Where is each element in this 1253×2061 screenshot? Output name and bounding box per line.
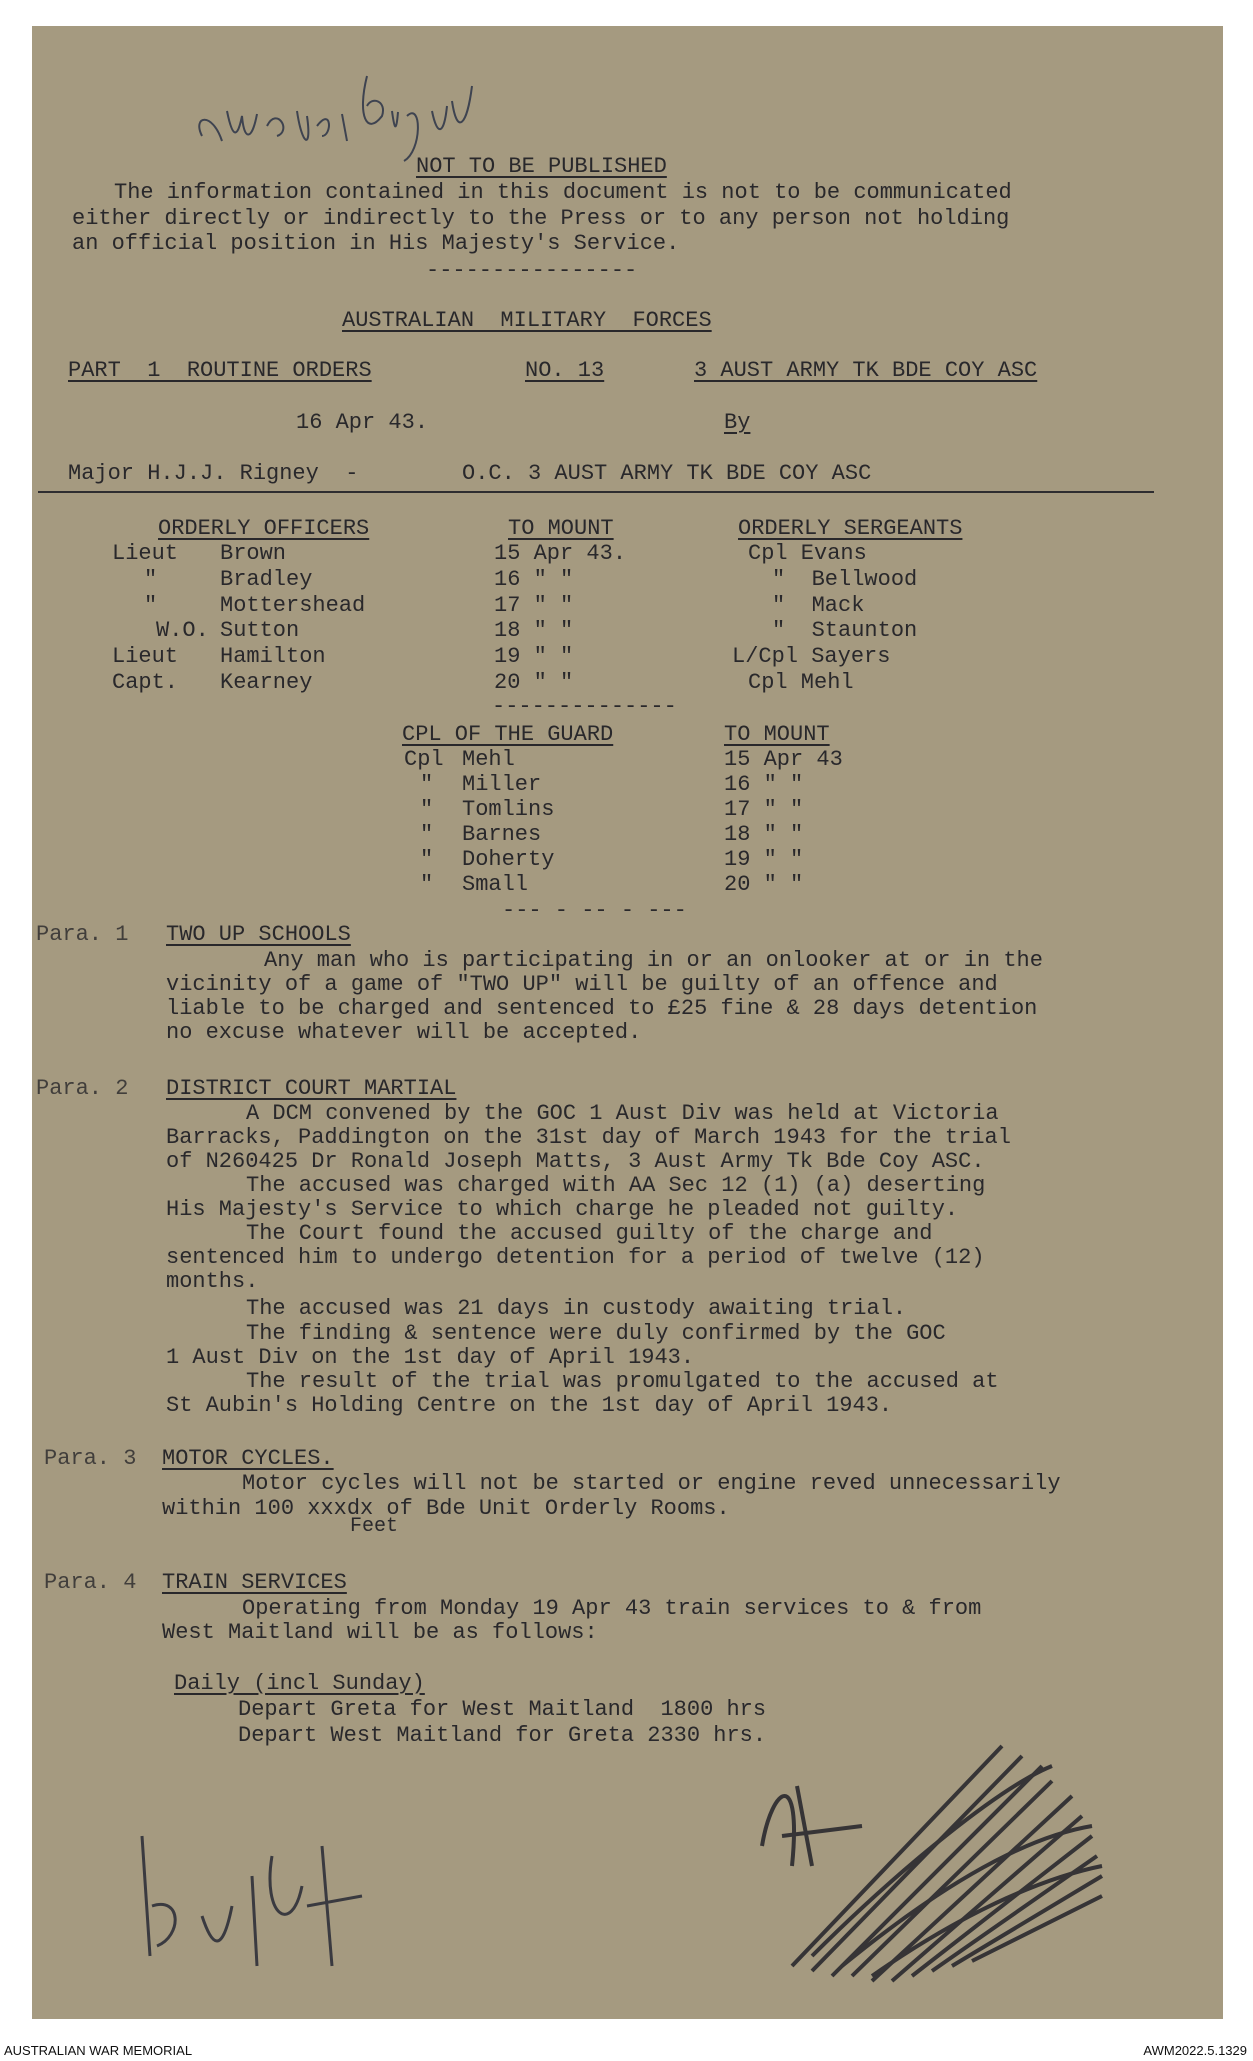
sergeant-name: Cpl Mehl [748, 670, 854, 695]
officer-mount: 20 " " [494, 670, 574, 695]
pencil-scribble-signature [752, 1726, 1132, 1996]
guard-rank: " [420, 822, 434, 847]
document-title: NOT TO BE PUBLISHED [416, 154, 667, 179]
officer-mount: 19 " " [494, 644, 574, 669]
footer-accession-number: AWM2022.5.1329 [1143, 2043, 1247, 2058]
notice-line-3: an official position in His Majesty's Service. [72, 231, 680, 256]
sergeant-name: " Bellwood [772, 567, 918, 592]
header-rule [38, 491, 1154, 493]
officer-mount: 16 " " [494, 567, 574, 592]
para-line: His Majesty's Service to which charge he pleaded not guilty. [166, 1197, 959, 1222]
notice-line-1: The information contained in this document is not to be communicated [114, 180, 1012, 205]
para-line: Barracks, Paddington on the 31st day of March 1943 for the trial [166, 1125, 1011, 1150]
para-line: The accused was 21 days in custody awaiting trial. [246, 1296, 907, 1321]
separator-dashes: --- - -- - --- [502, 898, 687, 923]
para-line: no excuse whatever will be accepted. [166, 1020, 642, 1045]
para-line: of N260425 Dr Ronald Joseph Matts, 3 Aust Army Tk Bde Coy ASC. [166, 1149, 985, 1174]
para-line: liable to be charged and sentenced to £25 fine & 28 days detention [166, 996, 1038, 1021]
cpl-guard-heading: CPL OF THE GUARD [402, 722, 614, 747]
sergeant-name: " Mack [772, 593, 865, 618]
schedule-subheading: Daily (incl Sunday) [174, 1671, 425, 1696]
handwritten-note-major-rigney [182, 56, 482, 166]
officer-name: Mottershead [220, 593, 366, 618]
guard-mount: 17 " " [724, 797, 804, 822]
para-line: Motor cycles will not be started or engine reved unnecessarily [242, 1471, 1061, 1496]
para-heading: TWO UP SCHOOLS [166, 922, 351, 947]
guard-rank: Cpl [404, 747, 444, 772]
guard-name: Doherty [462, 847, 555, 872]
orderly-sergeants-heading: ORDERLY SERGEANTS [738, 516, 963, 541]
para-label: Para. 2 [36, 1076, 129, 1101]
para-line: within 100 xxxdx of Bde Unit Orderly Rooms. [162, 1496, 730, 1521]
officer-rank: Lieut [112, 541, 179, 566]
guard-mount-heading: TO MOUNT [724, 722, 830, 747]
officer-name: Hamilton [220, 644, 326, 669]
officer-mount: 18 " " [494, 618, 574, 643]
para-heading: TRAIN SERVICES [162, 1570, 347, 1595]
para-line: Operating from Monday 19 Apr 43 train services to & from [242, 1596, 982, 1621]
commander-name: Major H.J.J. Rigney - [68, 461, 359, 486]
guard-name: Mehl [462, 747, 515, 772]
handwritten-correction: Feet [350, 1515, 399, 1538]
para-heading: DISTRICT COURT MARTIAL [166, 1076, 457, 1101]
notice-line-2: either directly or indirectly to the Press or to any person not holding [72, 206, 1010, 231]
guard-name: Small [462, 872, 529, 897]
sergeant-name: " Staunton [772, 618, 918, 643]
guard-mount: 15 Apr 43 [724, 747, 843, 772]
commander-role: O.C. 3 AUST ARMY TK BDE COY ASC [462, 461, 872, 486]
guard-rank: " [420, 797, 434, 822]
by-label: By [724, 410, 751, 435]
officers-mount-heading: TO MOUNT [508, 516, 614, 541]
para-line: The finding & sentence were duly confirmed by the GOC [246, 1321, 946, 1346]
footer-institution: AUSTRALIAN WAR MEMORIAL [4, 2043, 193, 2058]
officer-name: Brown [220, 541, 287, 566]
guard-name: Tomlins [462, 797, 555, 822]
guard-mount: 18 " " [724, 822, 804, 847]
separator-dashes: ---------------- [426, 258, 638, 283]
para-line: The accused was charged with AA Sec 12 (1) (a) deserting [246, 1173, 986, 1198]
force-heading: AUSTRALIAN MILITARY FORCES [342, 308, 712, 333]
para-line: West Maitland will be as follows: [162, 1620, 598, 1645]
officer-name: Bradley [220, 567, 313, 592]
officer-mount: 15 Apr 43. [494, 541, 627, 566]
para-line: 1 Aust Div on the 1st day of April 1943. [166, 1345, 695, 1370]
guard-mount: 19 " " [724, 847, 804, 872]
officer-name: Kearney [220, 670, 313, 695]
para-line: months. [166, 1269, 259, 1294]
officer-rank: " [144, 593, 158, 618]
officer-rank: W.O. [156, 618, 209, 643]
officer-rank: Lieut [112, 644, 179, 669]
para-label: Para. 4 [44, 1570, 137, 1595]
pencil-initials [122, 1816, 382, 1986]
document-page [32, 26, 1223, 2019]
orderly-officers-heading: ORDERLY OFFICERS [158, 516, 370, 541]
guard-rank: " [420, 872, 434, 897]
para-label: Para. 3 [44, 1446, 137, 1471]
order-part: PART 1 ROUTINE ORDERS [68, 358, 372, 383]
officer-name: Sutton [220, 618, 300, 643]
schedule-line: Depart West Maitland for Greta 2330 hrs. [238, 1723, 767, 1748]
sergeant-name: L/Cpl Sayers [732, 644, 891, 669]
order-date: 16 Apr 43. [296, 410, 429, 435]
para-label: Para. 1 [36, 922, 129, 947]
guard-rank: " [420, 772, 434, 797]
guard-name: Miller [462, 772, 542, 797]
guard-mount: 20 " " [724, 872, 804, 897]
separator-dashes: -------------- [492, 694, 677, 719]
officer-rank: Capt. [112, 670, 179, 695]
para-line: St Aubin's Holding Centre on the 1st day of April 1943. [166, 1393, 893, 1418]
officer-mount: 17 " " [494, 593, 574, 618]
para-line: Any man who is participating in or an onlooker at or in the [264, 948, 1043, 973]
guard-rank: " [420, 847, 434, 872]
para-line: A DCM convened by the GOC 1 Aust Div was held at Victoria [246, 1101, 999, 1126]
order-number: NO. 13 [525, 358, 605, 383]
para-line: The result of the trial was promulgated to the accused at [246, 1369, 999, 1394]
para-line: sentenced him to undergo detention for a period of twelve (12) [166, 1245, 985, 1270]
para-line: vicinity of a game of "TWO UP" will be guilty of an offence and [166, 972, 998, 997]
guard-mount: 16 " " [724, 772, 804, 797]
unit-name: 3 AUST ARMY TK BDE COY ASC [694, 358, 1038, 383]
officer-rank: " [144, 567, 158, 592]
schedule-line: Depart Greta for West Maitland 1800 hrs [238, 1697, 767, 1722]
para-line: The Court found the accused guilty of the charge and [246, 1221, 933, 1246]
sergeant-name: Cpl Evans [748, 541, 867, 566]
para-heading: MOTOR CYCLES. [162, 1446, 334, 1471]
guard-name: Barnes [462, 822, 542, 847]
